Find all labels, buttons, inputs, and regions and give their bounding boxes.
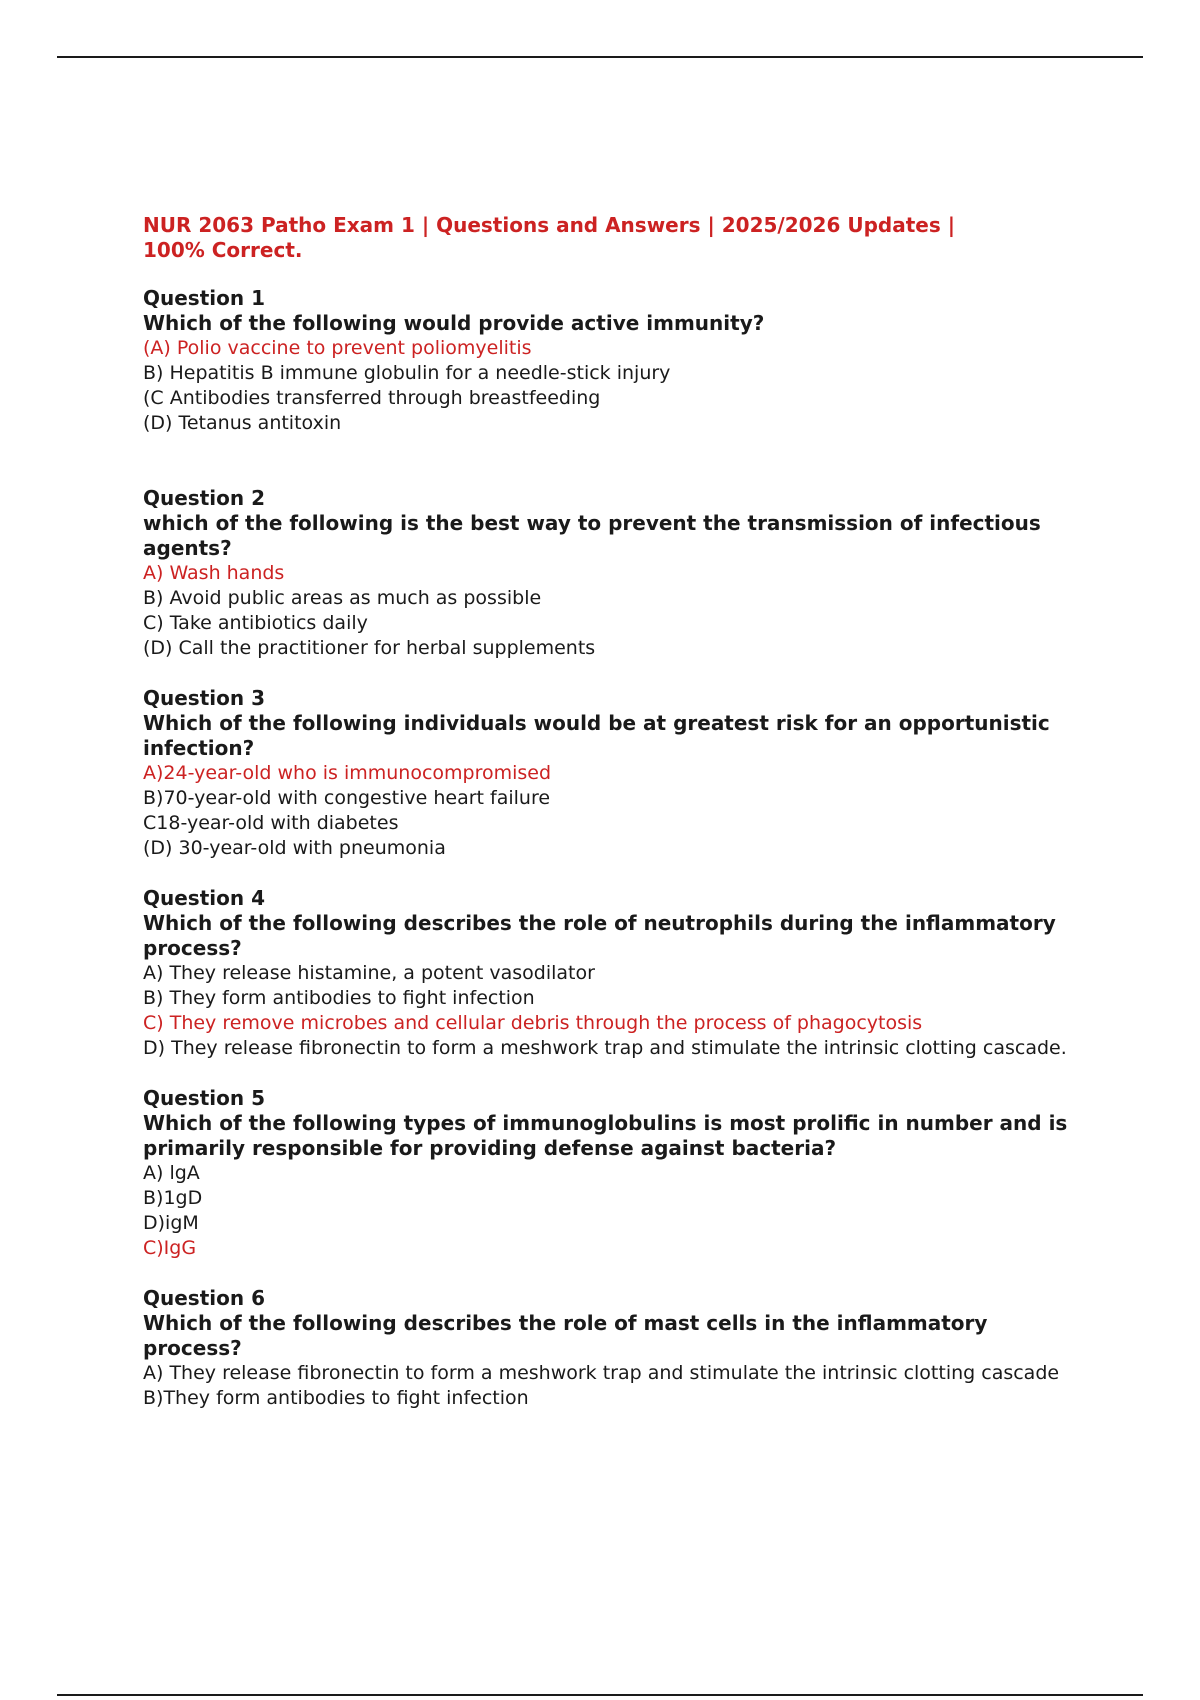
answer-option: A)24-year-old who is immunocompromised [143,762,552,784]
question-text: Which of the following would provide active immunity? [143,311,765,335]
spacer [143,1061,1073,1086]
document-title [143,213,1073,263]
question-text: Which of the following describes the role of mast cells in the inflammatory process? [143,1311,988,1360]
answer-option: (C Antibodies transferred through breastfeeding [143,387,601,409]
answer-option: B) Avoid public areas as much as possible [143,587,542,609]
answer-option: B) Hepatitis B immune globulin for a needle-stick injury [143,362,671,384]
answer-option: (D) Tetanus antitoxin [143,412,342,434]
question-1 [143,286,1073,436]
top-rule [57,56,1143,58]
answer-option: (A) Polio vaccine to prevent poliomyelitis [143,337,532,359]
answer-option: C) Take antibiotics daily [143,612,368,634]
answer-option: B)1gD [143,1187,203,1209]
answer-option: D)igM [143,1212,199,1234]
answer-option: C) They remove microbes and cellular debris through the process of phagocytosis [143,1012,923,1034]
question-label: Question 3 [143,686,265,710]
document-body [143,213,1073,1411]
question-label: Question 1 [143,286,265,310]
spacer [143,861,1073,886]
question-label: Question 6 [143,1286,265,1310]
answer-option: C)IgG [143,1237,197,1259]
question-text: Which of the following types of immunoglobulins is most prolific in number and is primarily responsible for providing defense against bacteria? [143,1111,1068,1160]
document-title-line-2: 100% Correct. [143,238,303,262]
answer-option: A) They release fibronectin to form a meshwork trap and stimulate the intrinsic clotting cascade [143,1362,1060,1384]
answer-option: (D) 30-year-old with pneumonia [143,837,446,859]
answer-option: C18-year-old with diabetes [143,812,399,834]
bottom-rule [57,1694,1143,1696]
document-title-line-1: NUR 2063 Patho Exam 1 | Questions and Answers | 2025/2026 Updates | [143,213,956,237]
question-label: Question 2 [143,486,265,510]
question-text: which of the following is the best way to prevent the transmission of infectious agents? [143,511,1041,560]
answer-option: A) lgA [143,1162,200,1184]
question-label: Question 5 [143,1086,265,1110]
question-text: Which of the following describes the role of neutrophils during the inflammatory process? [143,911,1056,960]
answer-option: D) They release fibronectin to form a meshwork trap and stimulate the intrinsic clotting cascade. [143,1037,1067,1059]
question-4 [143,886,1073,1061]
question-label: Question 4 [143,886,265,910]
spacer [143,1261,1073,1286]
question-2 [143,486,1073,661]
question-6 [143,1286,1073,1411]
answer-option: B) They form antibodies to fight infection [143,987,535,1009]
answer-option: A) They release histamine, a potent vasodilator [143,962,595,984]
answer-option: A) Wash hands [143,562,285,584]
spacer [143,661,1073,686]
answer-option: B)They form antibodies to fight infection [143,1387,529,1409]
question-text: Which of the following individuals would be at greatest risk for an opportunistic infection? [143,711,1050,760]
question-5 [143,1086,1073,1261]
answer-option: (D) Call the practitioner for herbal supplements [143,637,596,659]
question-3 [143,686,1073,861]
answer-option: B)70-year-old with congestive heart failure [143,787,551,809]
spacer [143,436,1073,486]
